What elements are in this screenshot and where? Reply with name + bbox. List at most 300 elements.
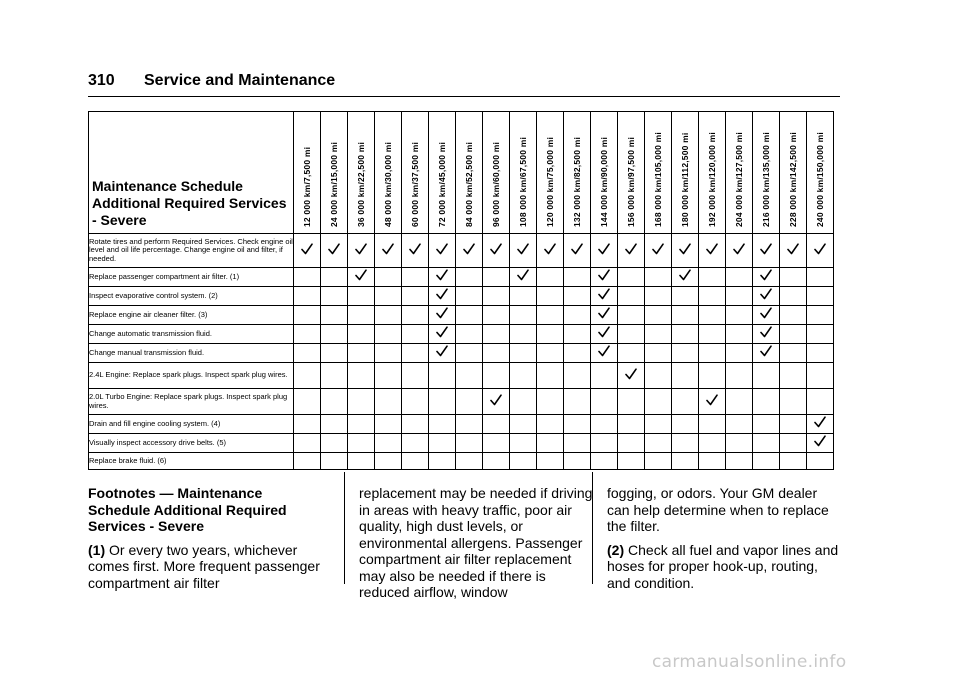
- schedule-cell: [591, 234, 618, 268]
- schedule-cell: [753, 287, 780, 306]
- schedule-cell: [402, 363, 429, 389]
- table-row: [89, 325, 834, 344]
- schedule-cell: [537, 389, 564, 415]
- schedule-cell: [726, 389, 753, 415]
- schedule-cell: [510, 306, 537, 325]
- schedule-cell: [591, 344, 618, 363]
- schedule-cell: [429, 415, 456, 434]
- schedule-cell: [294, 344, 321, 363]
- footnote-1-text-part3: fogging, or odors. Your GM dealer can help determine when to replace the filter.: [607, 485, 829, 534]
- footnote-1-number: (1): [88, 541, 106, 558]
- schedule-cell: [699, 287, 726, 306]
- table-body: [89, 234, 834, 470]
- schedule-cell: [591, 268, 618, 287]
- table-row: [89, 306, 834, 325]
- schedule-cell: [402, 344, 429, 363]
- schedule-cell: [402, 453, 429, 470]
- interval-header: [645, 112, 672, 234]
- schedule-cell: [483, 306, 510, 325]
- footnote-2-number: (2): [607, 541, 625, 558]
- schedule-cell: [510, 325, 537, 344]
- schedule-cell: [375, 287, 402, 306]
- schedule-cell: [726, 415, 753, 434]
- schedule-cell: [699, 453, 726, 470]
- schedule-cell: [645, 344, 672, 363]
- check-mark-icon: [490, 243, 502, 255]
- schedule-cell: [672, 234, 699, 268]
- check-mark-icon: [301, 243, 313, 255]
- schedule-cell: [807, 434, 834, 453]
- schedule-cell: [780, 389, 807, 415]
- interval-header: [753, 112, 780, 234]
- schedule-cell: [699, 434, 726, 453]
- check-mark-icon: [598, 243, 610, 255]
- schedule-cell: [294, 434, 321, 453]
- schedule-cell: [321, 268, 348, 287]
- schedule-cell: [456, 234, 483, 268]
- schedule-cell: [780, 453, 807, 470]
- schedule-cell: [537, 434, 564, 453]
- schedule-cell: [564, 344, 591, 363]
- schedule-cell: [726, 453, 753, 470]
- schedule-cell: [402, 325, 429, 344]
- schedule-cell: [807, 287, 834, 306]
- check-mark-icon: [571, 243, 583, 255]
- check-mark-icon: [598, 288, 610, 300]
- interval-label: 240 000 km/150,000 mi: [815, 132, 825, 227]
- schedule-cell: [618, 234, 645, 268]
- page-header: [88, 72, 840, 97]
- schedule-cell: [537, 415, 564, 434]
- schedule-cell: [402, 287, 429, 306]
- section-title: Service and Maintenance: [144, 72, 336, 89]
- schedule-cell: [321, 453, 348, 470]
- table-row: [89, 415, 834, 434]
- schedule-cell: [672, 306, 699, 325]
- table-row: [89, 234, 834, 268]
- schedule-cell: [429, 287, 456, 306]
- interval-header: [321, 112, 348, 234]
- schedule-cell: [699, 389, 726, 415]
- check-mark-icon: [436, 345, 448, 357]
- table-row: [89, 344, 834, 363]
- interval-label: 228 000 km/142,500 mi: [788, 132, 798, 227]
- schedule-cell: [564, 453, 591, 470]
- schedule-cell: [780, 434, 807, 453]
- schedule-cell: [456, 434, 483, 453]
- service-description: Replace passenger compartment air filter. (1): [89, 268, 294, 287]
- schedule-cell: [510, 363, 537, 389]
- interval-label: 12 000 km/7,500 mi: [302, 146, 312, 227]
- interval-header: [807, 112, 834, 234]
- watermark: carmanualsonline.info: [652, 652, 847, 672]
- schedule-cell: [807, 344, 834, 363]
- schedule-cell: [672, 415, 699, 434]
- schedule-cell: [483, 363, 510, 389]
- check-mark-icon: [436, 326, 448, 338]
- schedule-cell: [510, 434, 537, 453]
- interval-label: 108 000 km/67,500 mi: [518, 136, 528, 227]
- schedule-cell: [537, 234, 564, 268]
- schedule-cell: [672, 434, 699, 453]
- schedule-cell: [699, 344, 726, 363]
- schedule-cell: [537, 344, 564, 363]
- schedule-cell: [321, 325, 348, 344]
- schedule-cell: [429, 268, 456, 287]
- schedule-cell: [294, 363, 321, 389]
- schedule-cell: [294, 453, 321, 470]
- interval-header: [699, 112, 726, 234]
- schedule-cell: [591, 434, 618, 453]
- schedule-cell: [375, 389, 402, 415]
- table-row: [89, 363, 834, 389]
- schedule-cell: [753, 389, 780, 415]
- schedule-cell: [645, 234, 672, 268]
- interval-label: 132 000 km/82,500 mi: [572, 136, 582, 227]
- schedule-cell: [510, 344, 537, 363]
- schedule-cell: [618, 389, 645, 415]
- schedule-cell: [699, 234, 726, 268]
- check-mark-icon: [706, 243, 718, 255]
- check-mark-icon: [355, 269, 367, 281]
- check-mark-icon: [598, 269, 610, 281]
- interval-label: 84 000 km/52,500 mi: [464, 141, 474, 227]
- interval-header: [780, 112, 807, 234]
- table-title: Maintenance Schedule Additional Required Services - Severe: [89, 112, 294, 234]
- schedule-cell: [564, 389, 591, 415]
- schedule-cell: [348, 268, 375, 287]
- schedule-cell: [510, 389, 537, 415]
- schedule-cell: [726, 268, 753, 287]
- check-mark-icon: [679, 269, 691, 281]
- schedule-cell: [483, 325, 510, 344]
- schedule-cell: [348, 415, 375, 434]
- schedule-cell: [375, 234, 402, 268]
- schedule-cell: [726, 363, 753, 389]
- check-mark-icon: [679, 243, 691, 255]
- schedule-cell: [375, 344, 402, 363]
- schedule-cell: [348, 344, 375, 363]
- schedule-cell: [780, 306, 807, 325]
- schedule-cell: [672, 344, 699, 363]
- schedule-cell: [375, 415, 402, 434]
- schedule-cell: [483, 268, 510, 287]
- schedule-cell: [375, 268, 402, 287]
- interval-label: 168 000 km/105,000 mi: [653, 132, 663, 227]
- schedule-cell: [294, 234, 321, 268]
- interval-header: [483, 112, 510, 234]
- schedule-cell: [402, 434, 429, 453]
- footnotes-title: Footnotes — Maintenance Schedule Additional Required Services - Severe: [88, 485, 287, 534]
- table-row: [89, 287, 834, 306]
- schedule-cell: [645, 453, 672, 470]
- schedule-cell: [456, 415, 483, 434]
- schedule-cell: [564, 434, 591, 453]
- schedule-cell: [753, 363, 780, 389]
- schedule-cell: [618, 287, 645, 306]
- schedule-cell: [591, 363, 618, 389]
- footnotes-column-2: [344, 472, 593, 600]
- check-mark-icon: [544, 243, 556, 255]
- schedule-cell: [294, 389, 321, 415]
- interval-header: [429, 112, 456, 234]
- schedule-cell: [645, 434, 672, 453]
- service-description: Replace engine air cleaner filter. (3): [89, 306, 294, 325]
- check-mark-icon: [787, 243, 799, 255]
- schedule-cell: [294, 415, 321, 434]
- schedule-cell: [510, 415, 537, 434]
- schedule-cell: [591, 453, 618, 470]
- check-mark-icon: [814, 243, 826, 255]
- check-mark-icon: [436, 307, 448, 319]
- check-mark-icon: [652, 243, 664, 255]
- check-mark-icon: [463, 243, 475, 255]
- schedule-cell: [537, 306, 564, 325]
- schedule-cell: [699, 415, 726, 434]
- schedule-cell: [321, 234, 348, 268]
- schedule-cell: [348, 287, 375, 306]
- schedule-cell: [753, 453, 780, 470]
- schedule-cell: [510, 234, 537, 268]
- schedule-cell: [375, 453, 402, 470]
- schedule-cell: [564, 287, 591, 306]
- check-mark-icon: [760, 269, 772, 281]
- schedule-cell: [645, 268, 672, 287]
- schedule-cell: [483, 287, 510, 306]
- schedule-cell: [429, 234, 456, 268]
- interval-header: [456, 112, 483, 234]
- interval-label: 36 000 km/22,500 mi: [356, 141, 366, 227]
- schedule-cell: [402, 415, 429, 434]
- schedule-cell: [402, 306, 429, 325]
- interval-header: [375, 112, 402, 234]
- interval-label: 192 000 km/120,000 mi: [707, 132, 717, 227]
- schedule-cell: [483, 234, 510, 268]
- schedule-cell: [456, 287, 483, 306]
- schedule-cell: [618, 325, 645, 344]
- schedule-cell: [429, 453, 456, 470]
- schedule-cell: [726, 434, 753, 453]
- schedule-cell: [726, 344, 753, 363]
- interval-header: [726, 112, 753, 234]
- schedule-cell: [618, 268, 645, 287]
- page-number: 310: [88, 72, 115, 89]
- check-mark-icon: [355, 243, 367, 255]
- interval-header: [591, 112, 618, 234]
- check-mark-icon: [436, 269, 448, 281]
- check-mark-icon: [706, 394, 718, 406]
- schedule-cell: [537, 453, 564, 470]
- table-row: [89, 268, 834, 287]
- check-mark-icon: [328, 243, 340, 255]
- service-description: Visually inspect accessory drive belts. (5): [89, 434, 294, 453]
- schedule-cell: [699, 306, 726, 325]
- schedule-cell: [321, 287, 348, 306]
- schedule-cell: [753, 306, 780, 325]
- schedule-cell: [618, 453, 645, 470]
- schedule-cell: [429, 325, 456, 344]
- interval-header: [510, 112, 537, 234]
- check-mark-icon: [625, 243, 637, 255]
- schedule-cell: [807, 453, 834, 470]
- interval-label: 204 000 km/127,500 mi: [734, 132, 744, 227]
- schedule-cell: [645, 287, 672, 306]
- schedule-cell: [645, 325, 672, 344]
- schedule-cell: [456, 325, 483, 344]
- schedule-cell: [753, 268, 780, 287]
- schedule-cell: [726, 325, 753, 344]
- check-mark-icon: [760, 243, 772, 255]
- check-mark-icon: [436, 243, 448, 255]
- schedule-cell: [672, 389, 699, 415]
- schedule-cell: [375, 434, 402, 453]
- footnotes-column-1: [88, 485, 326, 598]
- schedule-cell: [402, 268, 429, 287]
- interval-header: [294, 112, 321, 234]
- table-header-row: [89, 112, 834, 234]
- interval-label: 24 000 km/15,000 mi: [329, 141, 339, 227]
- check-mark-icon: [517, 243, 529, 255]
- schedule-cell: [429, 389, 456, 415]
- footnote-2-text: Check all fuel and vapor lines and hoses for proper hook-up, routing, and condition.: [607, 541, 839, 591]
- schedule-cell: [699, 363, 726, 389]
- schedule-cell: [483, 453, 510, 470]
- schedule-cell: [780, 415, 807, 434]
- schedule-cell: [807, 268, 834, 287]
- check-mark-icon: [814, 435, 826, 447]
- schedule-cell: [294, 325, 321, 344]
- schedule-cell: [618, 434, 645, 453]
- schedule-cell: [807, 415, 834, 434]
- schedule-cell: [780, 287, 807, 306]
- schedule-cell: [672, 363, 699, 389]
- schedule-cell: [483, 415, 510, 434]
- check-mark-icon: [760, 326, 772, 338]
- check-mark-icon: [760, 307, 772, 319]
- schedule-cell: [483, 344, 510, 363]
- schedule-cell: [456, 268, 483, 287]
- schedule-cell: [294, 268, 321, 287]
- schedule-cell: [375, 325, 402, 344]
- interval-label: 216 000 km/135,000 mi: [761, 132, 771, 227]
- schedule-cell: [780, 325, 807, 344]
- schedule-cell: [591, 415, 618, 434]
- maintenance-schedule-table: [88, 111, 834, 470]
- schedule-cell: [456, 389, 483, 415]
- schedule-cell: [456, 453, 483, 470]
- schedule-cell: [429, 363, 456, 389]
- schedule-cell: [537, 325, 564, 344]
- schedule-cell: [780, 234, 807, 268]
- schedule-cell: [753, 234, 780, 268]
- schedule-cell: [645, 363, 672, 389]
- service-description: Rotate tires and perform Required Services. Check engine oil level and oil life percentage. Change engine oil and filter, if needed.: [89, 234, 294, 268]
- schedule-cell: [753, 344, 780, 363]
- schedule-cell: [294, 287, 321, 306]
- schedule-cell: [321, 363, 348, 389]
- schedule-cell: [564, 306, 591, 325]
- schedule-cell: [429, 306, 456, 325]
- schedule-cell: [429, 434, 456, 453]
- schedule-cell: [429, 344, 456, 363]
- schedule-cell: [618, 306, 645, 325]
- schedule-cell: [510, 268, 537, 287]
- footnote-2: [607, 542, 843, 592]
- schedule-cell: [537, 268, 564, 287]
- schedule-cell: [618, 363, 645, 389]
- schedule-cell: [672, 287, 699, 306]
- interval-label: 120 000 km/75,000 mi: [545, 136, 555, 227]
- schedule-cell: [564, 268, 591, 287]
- schedule-cell: [591, 306, 618, 325]
- schedule-cell: [483, 389, 510, 415]
- schedule-cell: [672, 325, 699, 344]
- service-description: 2.4L Engine: Replace spark plugs. Inspect spark plug wires.: [89, 363, 294, 389]
- interval-header: [537, 112, 564, 234]
- schedule-cell: [564, 363, 591, 389]
- schedule-cell: [348, 453, 375, 470]
- service-description: Replace brake fluid. (6): [89, 453, 294, 470]
- service-description: Drain and fill engine cooling system. (4): [89, 415, 294, 434]
- schedule-cell: [699, 268, 726, 287]
- schedule-cell: [564, 415, 591, 434]
- schedule-cell: [591, 389, 618, 415]
- schedule-cell: [375, 363, 402, 389]
- schedule-cell: [807, 325, 834, 344]
- schedule-cell: [618, 415, 645, 434]
- check-mark-icon: [517, 269, 529, 281]
- schedule-cell: [510, 453, 537, 470]
- schedule-cell: [510, 287, 537, 306]
- table-row: [89, 389, 834, 415]
- table-row: [89, 434, 834, 453]
- check-mark-icon: [760, 345, 772, 357]
- schedule-cell: [591, 325, 618, 344]
- schedule-cell: [726, 287, 753, 306]
- check-mark-icon: [409, 243, 421, 255]
- interval-label: 180 000 km/112,500 mi: [680, 132, 690, 227]
- footnotes-column-3: [592, 472, 839, 591]
- service-description: Inspect evaporative control system. (2): [89, 287, 294, 306]
- check-mark-icon: [814, 416, 826, 428]
- schedule-cell: [780, 344, 807, 363]
- schedule-cell: [537, 363, 564, 389]
- interval-header: [618, 112, 645, 234]
- schedule-cell: [456, 306, 483, 325]
- schedule-cell: [456, 344, 483, 363]
- interval-header: [564, 112, 591, 234]
- schedule-cell: [348, 325, 375, 344]
- check-mark-icon: [625, 368, 637, 380]
- interval-label: 156 000 km/97,500 mi: [626, 136, 636, 227]
- check-mark-icon: [733, 243, 745, 255]
- schedule-cell: [321, 389, 348, 415]
- schedule-cell: [618, 344, 645, 363]
- service-description: Change automatic transmission fluid.: [89, 325, 294, 344]
- schedule-cell: [402, 234, 429, 268]
- interval-label: 48 000 km/30,000 mi: [383, 141, 393, 227]
- schedule-cell: [753, 325, 780, 344]
- schedule-cell: [564, 325, 591, 344]
- footnote-1-text-part1: Or every two years, whichever comes first. More frequent passenger compartment air filter: [88, 541, 320, 591]
- schedule-cell: [807, 389, 834, 415]
- schedule-cell: [321, 306, 348, 325]
- schedule-cell: [780, 268, 807, 287]
- schedule-cell: [348, 434, 375, 453]
- schedule-cell: [726, 306, 753, 325]
- schedule-cell: [645, 389, 672, 415]
- schedule-cell: [348, 363, 375, 389]
